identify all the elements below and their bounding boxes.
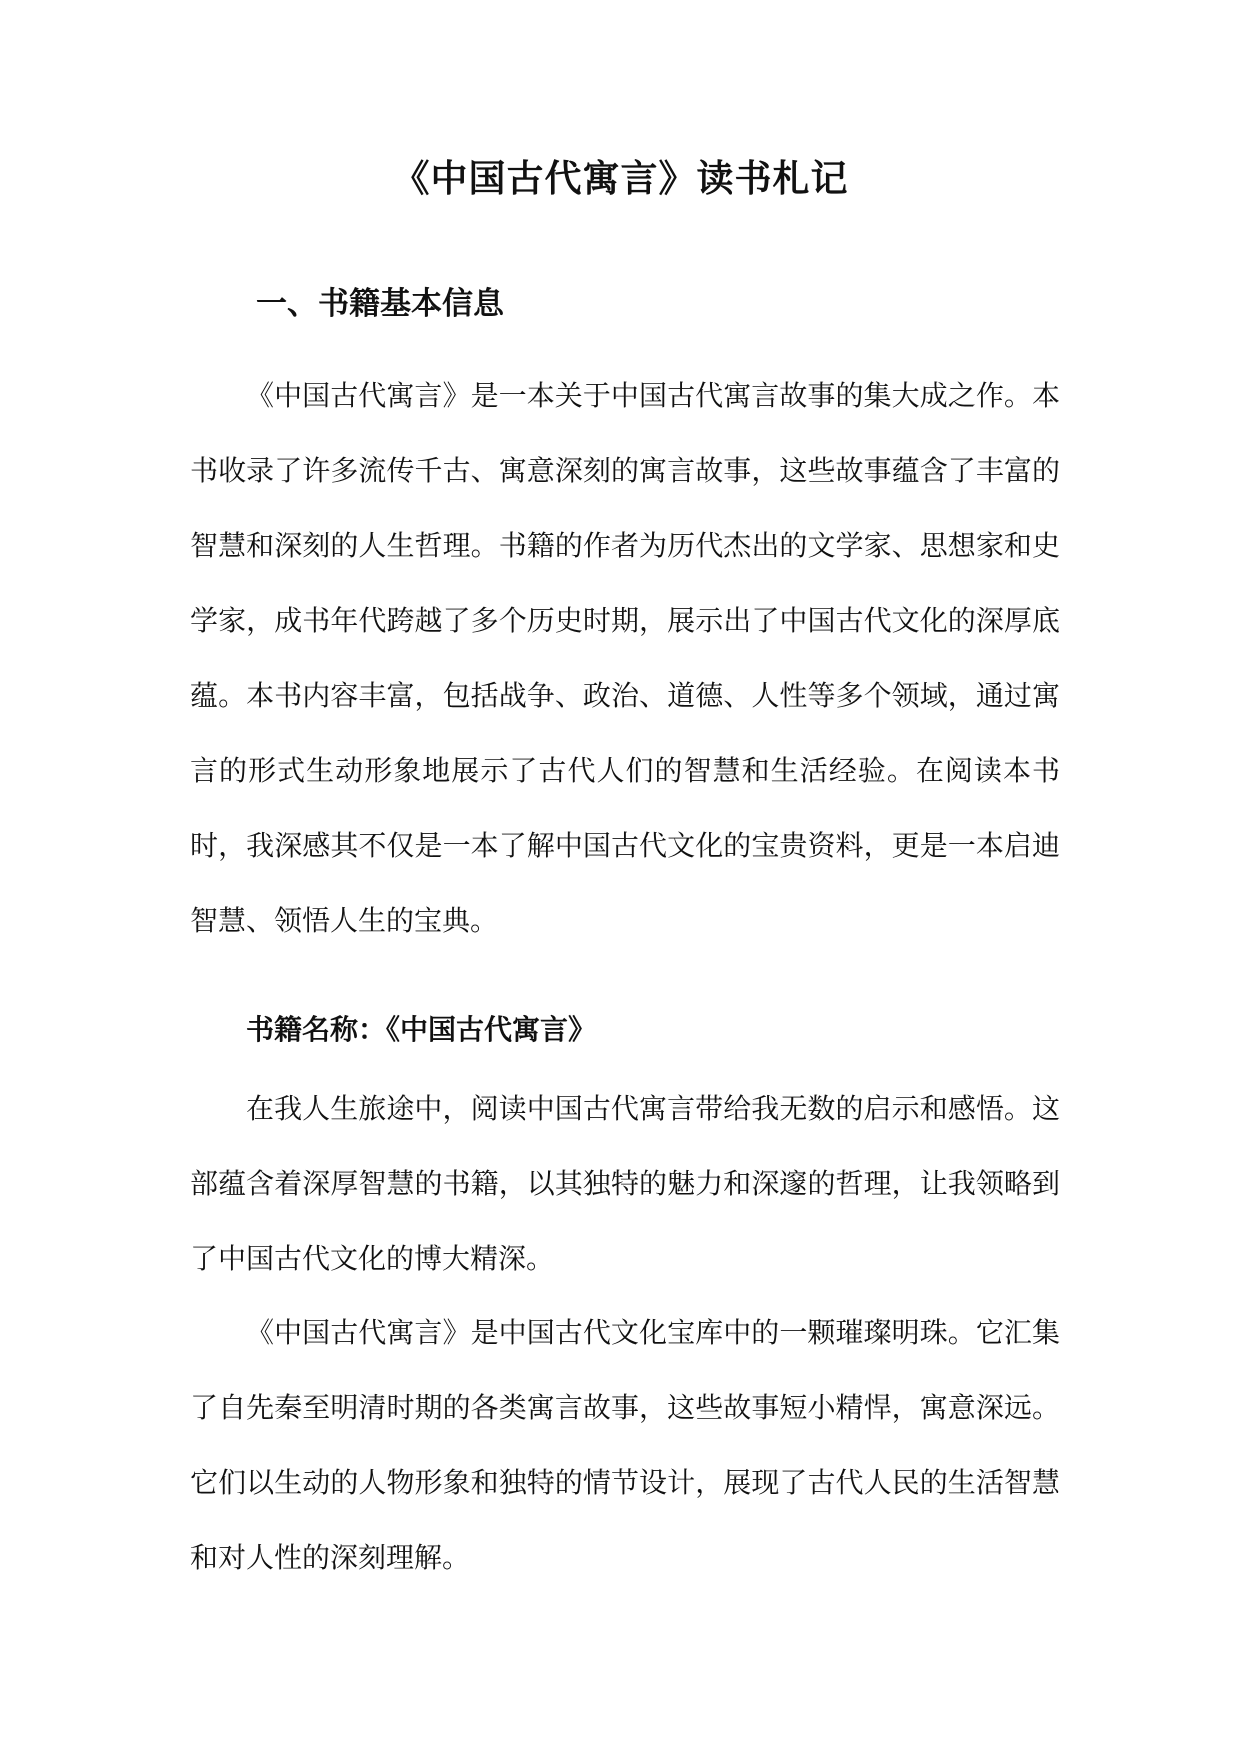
book-name-label: 书籍名称：《中国古代寓言》 [246, 1013, 597, 1046]
document-title: 《中国古代寓言》读书札记 [392, 156, 849, 200]
section-heading: 一、书籍基本信息 [256, 286, 504, 322]
paragraph-book-summary: 《中国古代寓言》是中国古代文化宝库中的一颗璀璨明珠。它汇集了自先秦至明清时期的各类寓言故事，这些故事短小精悍，寓意深远。它们以生动的人物形象和独特的情节设计，展现了古代人民的生活智慧和对人性的深刻理解。 [190, 1316, 1060, 1574]
paragraph-reading-insight: 在我人生旅途中，阅读中国古代寓言带给我无数的启示和感悟。这部蕴含着深厚智慧的书籍，以其独特的魅力和深邃的哲理，让我领略到了中国古代文化的博大精深。 [190, 1092, 1060, 1275]
paragraph-book-info: 《中国古代寓言》是一本关于中国古代寓言故事的集大成之作。本书收录了许多流传千古、寓意深刻的寓言故事，这些故事蕴含了丰富的智慧和深刻的人生哲理。书籍的作者为历代杰出的文学家、思想家和史学家，成书年代跨越了多个历史时期，展示出了中国古代文化的深厚底蕴。本书内容丰富，包括战争、政治、道德、人性等多个领域，通过寓言的形式生动形象地展示了古代人们的智慧和生活经验。在阅读本书时，我深感其不仅是一本了解中国古代文化的宝贵资料，更是一本启迪智慧、领悟人生的宝典。 [190, 379, 1060, 937]
